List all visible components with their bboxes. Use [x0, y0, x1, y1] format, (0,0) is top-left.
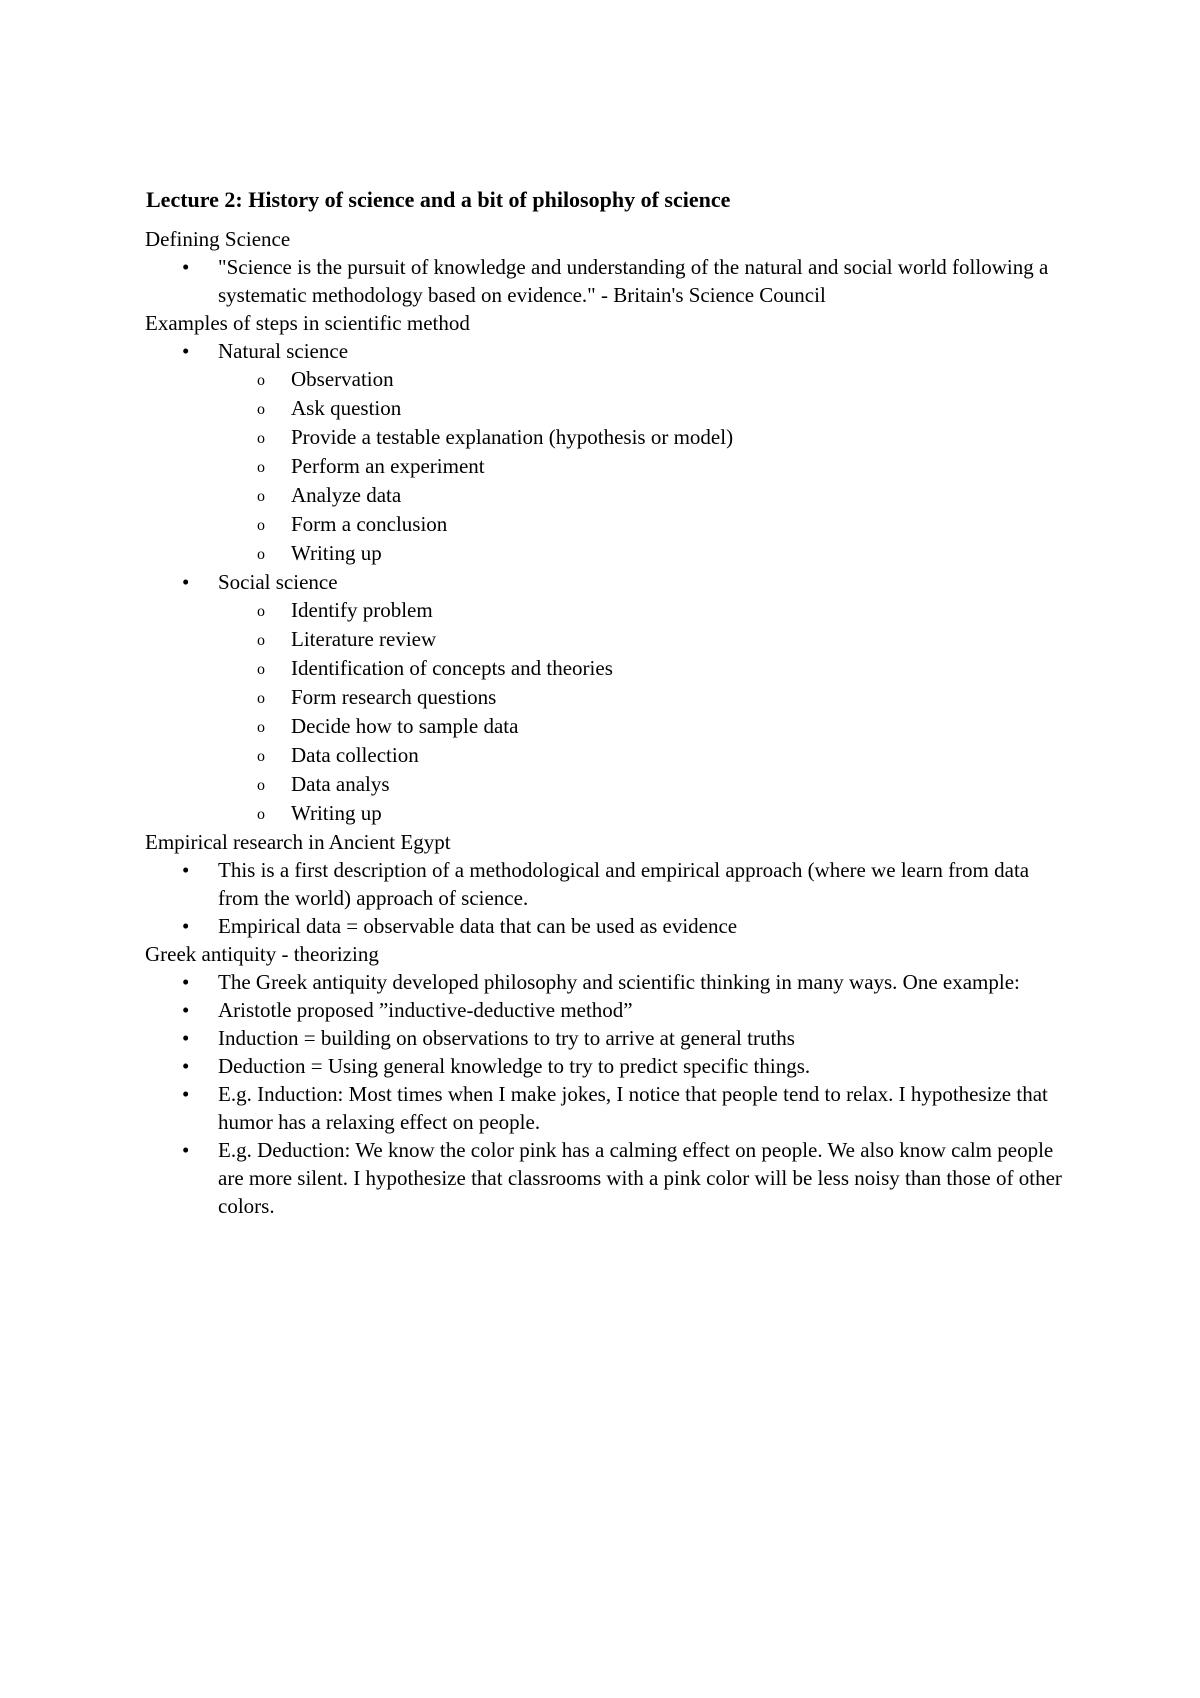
social-science-label: Social science — [218, 570, 338, 594]
page-title: Lecture 2: History of science and a bit of philosophy of science — [146, 187, 731, 212]
list-item: o Identification of concepts and theories — [145, 654, 1063, 683]
list-item: o Form a conclusion — [145, 510, 1063, 539]
list-item: o Data analys — [145, 770, 1063, 799]
scientific-method-list — [145, 337, 1105, 828]
list-item: o Observation — [145, 365, 1063, 394]
list-item-social-science — [145, 568, 1063, 828]
list-item: o Decide how to sample data — [145, 712, 1063, 741]
document-body — [145, 225, 1105, 1220]
list-item: o Provide a testable explanation (hypothesis or model) — [145, 423, 1063, 452]
list-item: • Empirical data = observable data that can be used as evidence — [145, 912, 1063, 940]
list-item: o Identify problem — [145, 596, 1063, 625]
section-heading-scientific-method: Examples of steps in scientific method — [145, 311, 470, 335]
list-item: o Ask question — [145, 394, 1063, 423]
list-item: • E.g. Induction: Most times when I make jokes, I notice that people tend to relax. I hypothesize that humor has a relaxing effect on people. — [145, 1080, 1063, 1136]
section-heading-greek-antiquity: Greek antiquity - theorizing — [145, 942, 379, 966]
list-item: • Induction = building on observations to try to arrive at general truths — [145, 1024, 1063, 1052]
list-item: • This is a first description of a methodological and empirical approach (where we learn from data from the world) approach of science. — [145, 856, 1063, 912]
list-item: • E.g. Deduction: We know the color pink has a calming effect on people. We also know calm people are more silent. I hypothesize that classrooms with a pink color will be less noisy than those of other colors. — [145, 1136, 1063, 1220]
list-item: o Literature review — [145, 625, 1063, 654]
natural-science-steps — [218, 365, 1063, 568]
list-item: • Aristotle proposed ”inductive-deductive method” — [145, 996, 1063, 1024]
list-item-natural-science — [145, 337, 1063, 568]
list-item: o Writing up — [145, 799, 1063, 828]
defining-science-list — [145, 253, 1105, 309]
list-item: • "Science is the pursuit of knowledge and understanding of the natural and social world following a systematic methodology based on evidence." - Britain's Science Council — [145, 253, 1063, 309]
list-item: o Form research questions — [145, 683, 1063, 712]
list-item: o Analyze data — [145, 481, 1063, 510]
section-heading-ancient-egypt: Empirical research in Ancient Egypt — [145, 830, 451, 854]
list-item: o Data collection — [145, 741, 1063, 770]
greek-antiquity-list — [145, 968, 1105, 1220]
list-item: • The Greek antiquity developed philosophy and scientific thinking in many ways. One example: — [145, 968, 1063, 996]
list-item: o Writing up — [145, 539, 1063, 568]
natural-science-label: Natural science — [218, 339, 349, 363]
list-item: o Perform an experiment — [145, 452, 1063, 481]
list-item: • Deduction = Using general knowledge to try to predict specific things. — [145, 1052, 1063, 1080]
social-science-steps — [218, 596, 1063, 828]
ancient-egypt-list — [145, 856, 1105, 940]
section-heading-defining-science: Defining Science — [145, 227, 291, 251]
